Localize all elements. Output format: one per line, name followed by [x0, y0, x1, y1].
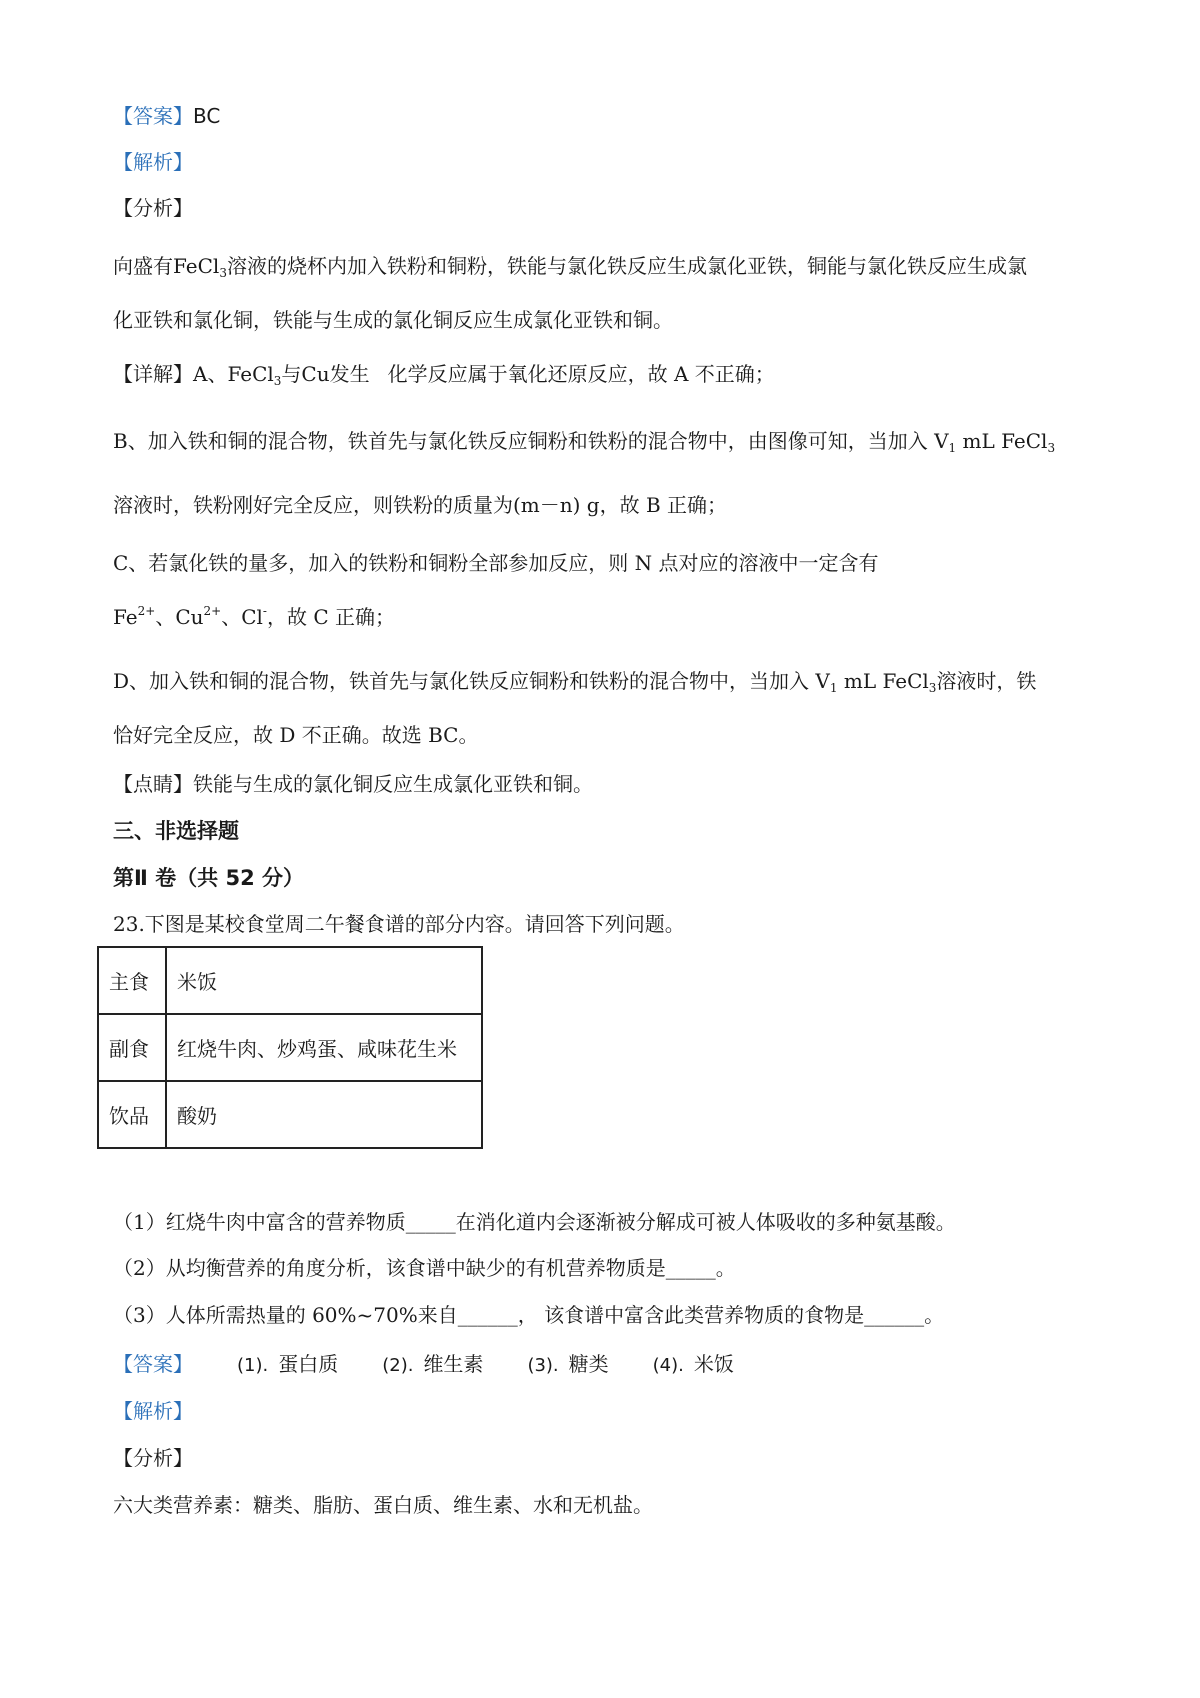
formula-v1: $V_1$ [815, 669, 838, 695]
detail-d-line-2: 恰好完全反应，故 D 不正确。故选 BC。 [113, 723, 479, 747]
text-segment: 溶液的烧杯内加入铁粉和铜粉，铁能与氯化铁反应生成氯化亚铁，铜能与氯化铁反应生成氯 [226, 254, 1027, 278]
text-segment: 溶液时，铁粉刚好完全反应，则铁粉的质量为 [113, 493, 513, 517]
jiexi-label: 【解析】 [113, 1399, 193, 1423]
table-row [98, 947, 482, 1014]
text-segment: 发生 [329, 362, 370, 386]
formula-fecl3: FeCl$_3$ [173, 254, 227, 280]
volume-title: 第Ⅱ 卷（共 52 分） [113, 866, 304, 890]
answer-item: (3). 糖类 [527, 1352, 609, 1376]
detail-c-line-2 [113, 603, 395, 631]
separator: 、 [221, 605, 242, 629]
formula-fecl3: FeCl$_3$ [227, 362, 282, 388]
answer-item: (1). 蛋白质 [237, 1352, 339, 1376]
ion-cu: $Cu^{2+}$ [175, 604, 222, 629]
formula-cu: Cu [301, 362, 330, 386]
detail-c-line-1: C、若氯化铁的量多，加入的铁粉和铜粉全部参加反应，则 N 点对应的溶液中一定含有 [113, 551, 879, 575]
table-cell-key: 主食 [98, 947, 166, 1014]
fenxi-paragraph-line-2: 化亚铁和氯化铜，铁能与生成的氯化铜反应生成氯化亚铁和铜。 [113, 308, 673, 332]
dianjing-line [113, 770, 593, 798]
table-cell-value: 米饭 [166, 947, 482, 1014]
answer-line [113, 102, 220, 130]
table-cell-value: 酸奶 [166, 1081, 482, 1148]
detail-b-line-1 [113, 427, 1055, 455]
text-segment: 与 [281, 362, 302, 386]
table-cell-value: 红烧牛肉、炒鸡蛋、咸味花生米 [166, 1014, 482, 1081]
q23-subquestion-3: （3）人体所需热量的 60%~70%来自______， 该食谱中富含此类营养物质的食物是______。 [113, 1303, 945, 1327]
formula-v1: $V_1$ [934, 429, 957, 455]
table-row [98, 1081, 482, 1148]
menu-table [97, 946, 483, 1149]
q23-subquestion-2: （2）从均衡营养的角度分析，该食谱中缺少的有机营养物质是_____。 [113, 1256, 736, 1280]
separator: 、 [155, 605, 176, 629]
fenxi-label: 【分析】 [113, 1446, 193, 1470]
text-segment: 向盛有 [113, 254, 173, 278]
answer-label: 【答案】 [113, 1352, 193, 1376]
table-cell-key: 饮品 [98, 1081, 166, 1148]
fenxi-paragraph-line-1 [113, 252, 1027, 280]
text-segment: B、加入铁和铜的混合物，铁首先与氯化铁反应铜粉和铁粉的混合物中，由图像可知，当加入 [113, 429, 928, 453]
fenxi-label: 【分析】 [113, 196, 193, 220]
dianjing-label: 【点睛】 [113, 772, 193, 796]
text-segment: A、 [193, 362, 228, 386]
table-row [98, 1014, 482, 1081]
unit-ml: mL [843, 669, 877, 693]
detail-label: 【详解】 [113, 362, 193, 386]
answer-label: 【答案】 [113, 104, 193, 128]
answer-item: (2). 维生素 [382, 1352, 484, 1376]
text-segment: ，故 C 正确； [266, 605, 396, 629]
text-segment: D、加入铁和铜的混合物，铁首先与氯化铁反应铜粉和铁粉的混合物中，当加入 [113, 669, 810, 693]
q23-subquestion-1: （1）红烧牛肉中富含的营养物质_____在消化道内会逐渐被分解成可被人体吸收的多种氨基酸。 [113, 1210, 956, 1234]
detail-d-line-1 [113, 667, 1036, 695]
q23-stem: 23.下图是某校食堂周二午餐食谱的部分内容。请回答下列问题。 [113, 912, 685, 936]
ion-fe: $Fe^{2+}$ [113, 604, 156, 629]
unit-ml: mL [962, 429, 995, 453]
q23-answer-line [113, 1350, 734, 1380]
detail-b-line-2 [113, 491, 727, 519]
fenxi-text: 六大类营养素：糖类、脂肪、蛋白质、维生素、水和无机盐。 [113, 1493, 653, 1517]
detail-a-line [113, 360, 775, 388]
formula-fecl3: FeCl$_3$ [882, 669, 937, 695]
answer-value: BC [193, 104, 221, 128]
dianjing-text: 铁能与生成的氯化铜反应生成氯化亚铁和铜。 [193, 772, 593, 796]
mass-expression: (m－n) g [513, 493, 600, 517]
section-title: 三、非选择题 [113, 819, 239, 843]
text-segment: ，故 B 正确； [599, 493, 728, 517]
text-segment: 溶液时，铁 [936, 669, 1037, 693]
table-cell-key: 副食 [98, 1014, 166, 1081]
ion-cl: Cl- [241, 604, 267, 629]
answer-item: (4). 米饭 [652, 1352, 734, 1376]
text-segment: 化学反应属于氧化还原反应，故 A 不正确； [387, 362, 775, 386]
jiexi-label: 【解析】 [113, 150, 193, 174]
formula-fecl3: FeCl$_3$ [1001, 429, 1056, 455]
